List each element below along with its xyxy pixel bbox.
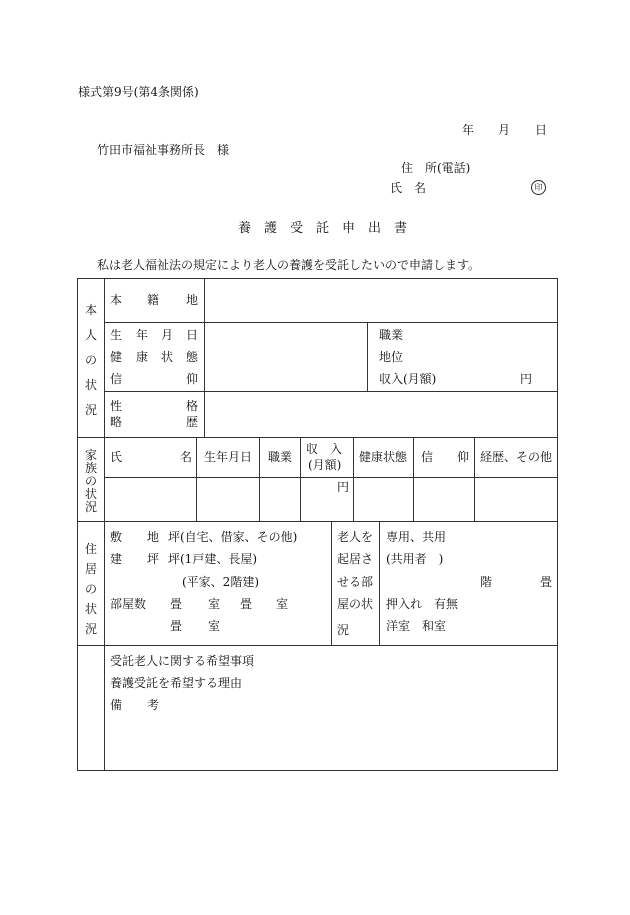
building-label-2: 坪: [147, 552, 160, 566]
health-label-1: 健: [110, 350, 123, 364]
faith-label-1: 信: [110, 372, 123, 386]
site-label-2: 地: [147, 530, 160, 544]
family-job-header: 職業: [268, 450, 293, 464]
addressee: 竹田市福祉事務所長 様: [97, 143, 230, 157]
shared-with-label: (共用者 ): [386, 552, 444, 566]
rooms-unit-3: 畳: [240, 597, 253, 611]
family-history-header: 経歴、その他: [480, 450, 553, 464]
history-label-2: 歴: [186, 415, 199, 429]
birth-label-2: 年: [136, 328, 149, 342]
reason-label: 養護受託を希望する理由: [110, 676, 243, 690]
rooms-unit-5: 畳: [170, 619, 183, 633]
floor-unit-label: 階: [480, 575, 493, 589]
date-day-label: 日: [535, 123, 548, 137]
closet-label: 押入れ 有無: [386, 597, 459, 611]
honseki-label-3: 地: [186, 293, 199, 307]
faith-label-2: 仰: [186, 372, 199, 386]
health-label-4: 態: [186, 350, 199, 364]
site-label-1: 敷: [110, 530, 123, 544]
health-label-2: 康: [136, 350, 149, 364]
birth-label-1: 生: [110, 328, 123, 342]
income-yen-label: 円: [520, 372, 533, 386]
elder-room-label-5: 況: [337, 623, 350, 637]
room-style-label: 洋室 和室: [386, 619, 447, 633]
rooms-unit-4: 室: [276, 597, 289, 611]
family-group-label: 家 族 の 状 況: [84, 448, 97, 514]
rooms-label: 部屋数: [110, 597, 147, 611]
character-label-1: 性: [110, 399, 123, 413]
family-birth-header: 生年月日: [204, 450, 253, 464]
family-name-header-1: 氏: [110, 450, 123, 464]
health-label-3: 状: [161, 350, 174, 364]
wish-label: 受託老人に関する希望事項: [110, 654, 255, 668]
notes-label-1: 備: [110, 698, 123, 712]
building-label-1: 建: [110, 552, 123, 566]
building-type: 坪(1戸建、長屋): [168, 552, 257, 566]
family-faith-header-1: 信: [421, 450, 434, 464]
family-income-header-1: 収 入: [306, 442, 343, 456]
site-type: 坪(自宅、借家、その他): [168, 530, 298, 544]
rooms-unit-1: 畳: [170, 597, 183, 611]
position-label: 地位: [379, 350, 404, 364]
date-month-label: 月: [498, 123, 511, 137]
family-income-header-2: (月額): [308, 458, 342, 472]
honseki-label-1: 本: [110, 293, 123, 307]
family-faith-header-2: 仰: [457, 450, 470, 464]
self-group-label: 本 人 の 状 況: [84, 303, 97, 417]
elder-room-label-1: 老人を: [337, 530, 374, 544]
rooms-unit-2: 室: [208, 597, 221, 611]
elder-room-label-4: 屋の状: [337, 597, 374, 611]
birth-label-4: 日: [186, 328, 199, 342]
seal-mark: 印: [531, 180, 546, 195]
history-label-1: 略: [110, 415, 123, 429]
tatami-unit-label: 畳: [540, 575, 553, 589]
family-health-header: 健康状態: [359, 450, 408, 464]
notes-label-2: 考: [147, 698, 160, 712]
housing-group-label: 住 居 の 状 況: [84, 542, 97, 636]
form-number: 様式第9号(第4条関係): [78, 85, 199, 99]
honseki-label-2: 籍: [147, 293, 160, 307]
statement-text: 私は老人福祉法の規定により老人の養護を受託したいので申請します。: [97, 258, 481, 272]
date-year-label: 年: [462, 123, 475, 137]
address-label: 住 所(電話): [401, 161, 471, 175]
character-label-2: 格: [186, 399, 199, 413]
job-label: 職業: [379, 328, 404, 342]
building-storeys: (平家、2階建): [182, 575, 259, 589]
family-name-header-2: 名: [180, 450, 193, 464]
name-label: 氏 名: [390, 181, 427, 195]
document-title: 養 護 受 託 申 出 書: [238, 221, 408, 236]
family-income-yen: 円: [337, 480, 350, 494]
income-label: 収入(月額): [379, 372, 437, 386]
private-shared-label: 専用、共用: [386, 530, 447, 544]
elder-room-label-2: 起居さ: [337, 552, 374, 566]
elder-room-label-3: せる部: [337, 575, 374, 589]
birth-label-3: 月: [161, 328, 174, 342]
rooms-unit-6: 室: [208, 619, 221, 633]
